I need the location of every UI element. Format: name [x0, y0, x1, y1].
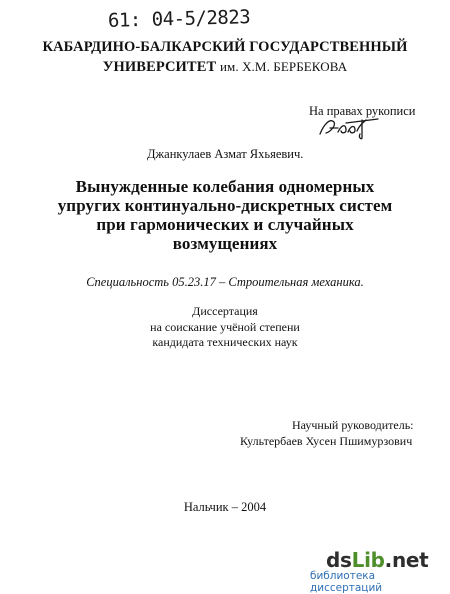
handwritten-signature: [316, 114, 382, 140]
title-line: возмущениях: [172, 234, 278, 253]
supervisor-label: Научный руководитель:: [292, 418, 414, 432]
title-line: Вынужденные колебания одномерных: [75, 177, 375, 196]
title-line: упругих континуально-дискретных систем: [57, 196, 393, 215]
dissertation-title: [0, 177, 450, 253]
watermark-part-ds: ds: [326, 548, 352, 572]
specialty: Специальность 05.23.17 – Строительная механика.: [86, 275, 364, 289]
rights-note: На правах рукописи: [309, 104, 416, 118]
university-named-after: им. Х.М. БЕРБЕКОВА: [219, 59, 348, 74]
watermark-part-net: .net: [384, 548, 429, 572]
city-year: Нальчик – 2004: [183, 500, 267, 514]
archive-stamp: 61: 04-5/2823: [107, 6, 251, 32]
title-line: при гармонических и случайных: [96, 215, 354, 234]
watermark-part-lib: Lib: [351, 548, 385, 572]
degree-info: [0, 304, 450, 351]
watermark-logo[interactable]: [326, 548, 428, 572]
university-name-1: КАБАРДИНО-БАЛКАРСКИЙ ГОСУДАРСТВЕННЫЙ: [42, 39, 408, 55]
author-name: Джанкулаев Азмат Яхьяевич.: [147, 147, 304, 161]
degree-line: кандидата технических наук: [152, 335, 298, 349]
university-name-2: УНИВЕРСИТЕТ: [102, 59, 217, 75]
degree-line: на соискание учёной степени: [150, 319, 300, 334]
watermark-subtitle[interactable]: библиотека диссертаций: [310, 570, 383, 594]
university-line-2: [0, 57, 450, 77]
degree-line: Диссертация: [192, 304, 258, 318]
university-line-1: [0, 38, 450, 57]
supervisor-name: Культербаев Хусен Пшимурзович: [240, 434, 413, 448]
